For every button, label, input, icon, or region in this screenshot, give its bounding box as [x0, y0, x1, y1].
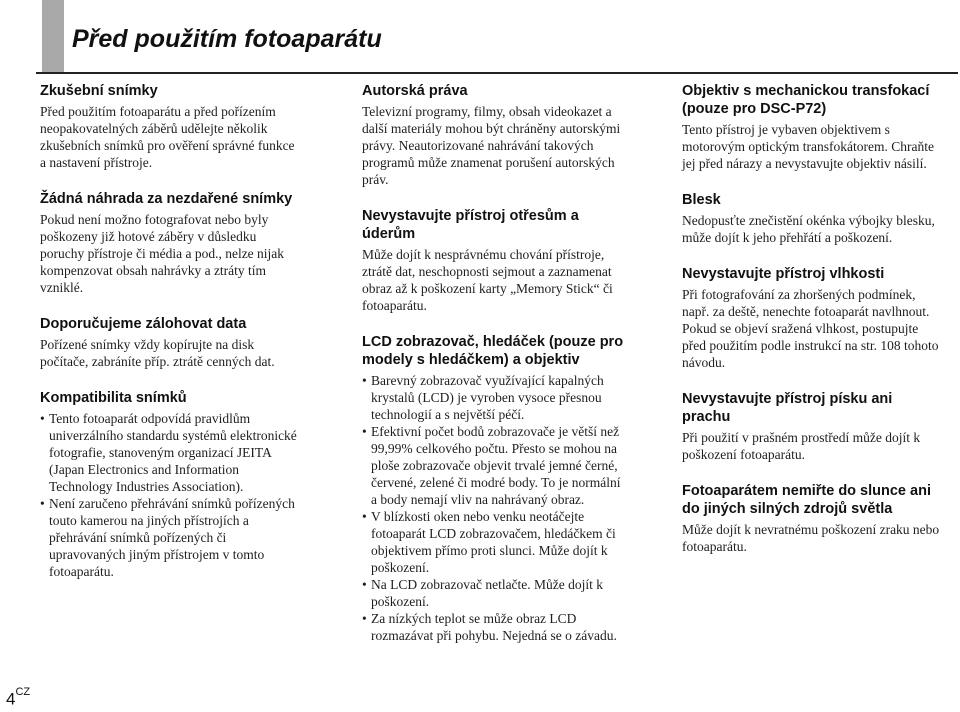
- section-lens: [682, 82, 944, 172]
- section-heading: Nevystavujte přístroj písku ani prachu: [682, 391, 893, 425]
- section-text: Při fotografování za zhoršených podmínek, např. za deště, nenechte fotoaparát navlhnout. Pokud se objeví sražená vlhkost, postupujte před použitím podle instrukcí na str. 108 tohoto návodu.: [682, 287, 939, 370]
- section-heading: Nevystavujte přístroj otřesům a úderům: [362, 208, 579, 242]
- section-text: Pokud není možno fotografovat nebo byly poškozeny již hotové záběry v důsledku poruchy přístroje či média a pod., nelze nijak kompenzovat obsah nahrávky a ztráty tím vzniklé.: [40, 212, 285, 295]
- section-text: Před použitím fotoaparátu a před pořízením neopakovatelných záběrů udělejte několik zkušebních snímků pro ověření správné funkce a nastavení přístroje.: [40, 104, 295, 170]
- section-sand-dust: [682, 390, 944, 463]
- section-text: Pořízené snímky vždy kopírujte na disk počítače, zabráníte příp. ztrátě cenných dat.: [40, 337, 275, 369]
- bullet-list: [362, 372, 624, 644]
- section-heading: Blesk: [682, 192, 721, 208]
- section-flash: [682, 191, 944, 246]
- list-item: • Efektivní počet bodů zobrazovače je větší než 99,99% celkového počtu. Přesto se mohou na ploše zobrazovače objevit trvalé jemné černé, červené, zelené či modré body. To je normální a body nemají vliv na nahrávaný obraz.: [362, 423, 624, 508]
- section-text: Tento přístroj je vybaven objektivem s motorovým optickým transfokátorem. Chraňte jej před nárazy a nevystavujte objektiv násilí.: [682, 122, 934, 171]
- section-heading: Fotoaparátem nemiřte do slunce ani do jiných silných zdrojů světla: [682, 483, 931, 517]
- list-item: • Barevný zobrazovač využívající kapalných krystalů (LCD) je vyroben vysoce přesnou technologií a s největší péčí.: [362, 372, 624, 423]
- list-item: • Tento fotoaparát odpovídá pravidlům univerzálního standardu systémů elektronické fotografie, stanoveným organizací JEITA (Japan Electronics and Information Technology Industries Association).: [40, 410, 302, 495]
- section-text: Při použití v prašném prostředí může dojít k poškození fotoaparátu.: [682, 430, 921, 462]
- title-rule: [36, 72, 958, 74]
- list-item: • Na LCD zobrazovač netlačte. Může dojít k poškození.: [362, 576, 624, 610]
- list-item: • Není zaručeno přehrávání snímků pořízených touto kamerou na jiných přístrojích a přehrávání snímků pořízených či upravovaných jiným přístrojem v tomto fotoaparátu.: [40, 495, 302, 580]
- section-text: Může dojít k nevratnému poškození zraku nebo fotoaparátu.: [682, 522, 940, 554]
- section-heading: Objektiv s mechanickou transfokací (pouze pro DSC-P72): [682, 83, 930, 117]
- page-title: Před použitím fotoaparátu: [72, 25, 382, 53]
- section-copyright: [362, 82, 624, 188]
- column-3: [682, 82, 944, 574]
- section-test-shots: [40, 82, 302, 171]
- section-text: Může dojít k nesprávnému chování přístroje, ztrátě dat, neschopnosti sejmout a zaznamenat obraz až k poškození karty „Memory Stick“ či fotoaparátu.: [362, 247, 613, 313]
- chapter-tab: [42, 0, 64, 73]
- section-heading: Nevystavujte přístroj vlhkosti: [682, 266, 885, 282]
- section-heading: Žádná náhrada za nezdařené snímky: [40, 191, 293, 207]
- section-compatibility: [40, 389, 302, 580]
- section-heading: Autorská práva: [362, 83, 468, 99]
- page-number-value: 4: [6, 690, 16, 709]
- column-2: [362, 82, 624, 663]
- language-code: CZ: [15, 686, 31, 699]
- section-heading: LCD zobrazovač, hledáček (pouze pro modely s hledáčkem) a objektiv: [362, 334, 624, 368]
- section-heading: Zkušební snímky: [40, 83, 158, 99]
- section-shocks: [362, 207, 624, 314]
- list-item: • Za nízkých teplot se může obraz LCD rozmazávat při pohybu. Nejedná se o závadu.: [362, 610, 624, 644]
- section-heading: Doporučujeme zálohovat data: [40, 316, 247, 332]
- section-moisture: [682, 265, 944, 371]
- section-sun: [682, 482, 944, 555]
- list-item: • V blízkosti oken nebo venku neotáčejte fotoaparát LCD zobrazovačem, hledáčkem či objektivem přímo proti slunci. Může dojít k poškození.: [362, 508, 624, 576]
- section-text: Televizní programy, filmy, obsah videokazet a další materiály mohou být chráněny autorskými právy. Neautorizované nahrávání takových programů může znamenat porušení autorských práv.: [362, 104, 621, 187]
- section-no-compensation: [40, 190, 302, 296]
- bullet-list: [40, 410, 302, 580]
- column-1: [40, 82, 302, 599]
- section-text: Nedopusťte znečistění okénka výbojky blesku, může dojít k jeho přehřátí a poškození.: [682, 213, 935, 245]
- section-heading: Kompatibilita snímků: [40, 390, 187, 406]
- section-lcd: [362, 333, 624, 644]
- section-backup: [40, 315, 302, 370]
- page-number: [6, 685, 30, 710]
